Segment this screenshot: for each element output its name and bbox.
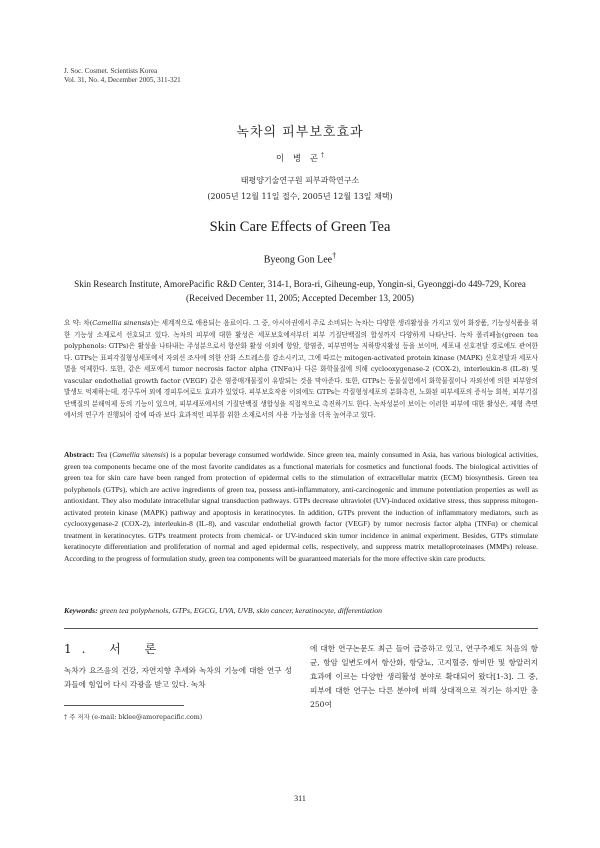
journal-volume: Vol. 31, No. 4, December 2005, 311-321: [64, 76, 181, 84]
keywords: [64, 606, 538, 615]
korean-affiliation: 태평양기술연구원 피부과학연구소: [240, 176, 360, 185]
korean-author: [0, 152, 600, 164]
english-abstract: [64, 449, 538, 564]
section-divider: [64, 628, 538, 629]
english-author-mark: †: [332, 251, 337, 260]
body-column-right: 에 대한 연구논문도 최근 들어 급증하고 있고, 연구주제도 처음의 항균, 항암 일변도에서 항산화, 항당뇨, 고지혈증, 항비만 및 항알러지 효과에 이르는 다양한 생리활성 분야로 확대되어 왔다[1-3]. 그 중, 피부에 대한 연구는 다른 분야에 비해 상대적으로 적기는 하지만 총 250여: [310, 644, 538, 709]
english-abstract-species: Camellia sinensis: [112, 450, 166, 459]
korean-author-mark: †: [321, 152, 325, 160]
korean-abstract-body: )는 세계적으로 애용되는 음료이다. 그 중, 아시아권에서 주로 소비되는 녹차는 다양한 생리활성을 가지고 있어 화장품, 기능성식품을 위한 기능성 소재로서 선호되고 있다. 녹차의 피부에 대한 활성은 세포보호에서부터 피부 기질단백질의 합성까지 다양하게 나타난다. 녹차 폴리페놀(green tea polyphenols: GTPs)은 활성을 나타내는 주성분으로서 항산화 활성 이외에 항암, 항염증, 피부면역능 저하방지활성 등을 보이며, 세포내 신호전달 경로에도 관여한다. GTPs는 표피각질형성세포에서 자외선 조사에 의한 산화 스트레스를 감소시키고, 그에 따르는 mitogen-activated protein kinase (MAPK) 신호전달과 세포사멸을 억제한다. 또한, 같은 세포에서 tumor necrosis factor alpha (TNFα)나 다른 화학물질에 의해 cyclooxygenase-2 (COX-2), interleukin-8 (IL-8) 및 vascular endothelial growth factor (VEGF) 같은 염증매개물질이 유발되는 것을 막아준다. 또한, GTPs는 동물실험에서 화학물질이나 자외선에 의한 피부암의 발생도 억제하는데, 경구투여 외에 경피투여로도 효과가 있었다. 피부보호작용 이외에도 GTPs는 각질형성세포의 분화촉진, 노화된 피부세포의 증식능 회복, 피부기질단백질의 분해억제 등의 기능이 있으며, 피부세포에서의 기질단백질 생합성을 직접적으로 촉진하기도 한다. 녹차성분이 보이는 이러한 피부에 대한 활성은, 제형 측면에서의 연구가 진행되어 감에 따라 보다 효과적인 피부를 위한 소재로서의 사용 가능성을 더욱 높여주고 있다.: [64, 319, 538, 419]
footnote: † 주 저자 (e-mail: bklee@amorepacific.com): [64, 713, 203, 721]
english-title: Skin Care Effects of Green Tea: [209, 219, 391, 235]
korean-abstract-start: 요 약: 차(: [64, 319, 93, 327]
keywords-label: Keywords:: [64, 606, 98, 615]
english-author-name: Byeong Gon Lee: [263, 254, 333, 266]
journal-header: [64, 67, 181, 85]
footnote-divider: [64, 705, 184, 706]
korean-abstract: [64, 318, 538, 422]
journal-name: J. Soc. Cosmet. Scientists Korea: [64, 67, 158, 75]
english-author: [0, 251, 600, 265]
body-column-left: 녹차가 요즈음의 건강, 자연지향 추세와 녹차의 기능에 대한 연구 성과들에 힘입어 다시 각광을 받고 있다. 녹차: [64, 666, 292, 689]
korean-dates: (2005년 12월 11일 접수, 2005년 12월 13일 채택): [207, 192, 393, 201]
english-abstract-body: ) is a popular beverage consumed worldwide. Since green tea, mainly consumed in Asia, has various biological activities, green tea components became one of the most favorite candidates as a functional materials for cosmetics and functional foods. The biological activities of green tea for skin care have been ranged from protection of epidermal cells to the stimulation of extracellular matrix (ECM) biosynthesis. Green tea polyphenols (GTPs), which are active ingredients of green tea, possess anti-inflammatory, anti-carcinogenic and immune potentiation properties as well as antioxidant. They also modulate intracellular signal transduction pathways. GTPs decrease ultraviolet (UV)-induced oxidative stress, thus suppress mitogen-activated protein kinase (MAPK) pathway and apoptosis in keratinocytes. In addition, GTPs prevent the induction of inflammatory mediators, such as cyclooxygenase-2 (COX-2), interleukin-8 (IL-8), and vascular endothelial growth factor (VEGF) by tumor necrosis factor alpha (TNFα) or chemical treatment in keratinocytes. GTPs treatment protects from chemical- or UV-induced skin tumor incidence in animal experiment. Besides, GTPs stimulate keratinocyte differentiation and proliferation of normal and aged epidermal cells, respectively, and suppress matrix metalloproteinases (MMPs) release. According to the progress of formulation study, green tea components will be guaranteed materials for the more effective skin care products.: [64, 450, 538, 563]
korean-title: 녹차의 피부보호효과: [236, 125, 364, 140]
page-number: 311: [294, 794, 306, 803]
abstract-label: Abstract:: [64, 450, 95, 459]
english-affiliation: Skin Research Institute, AmorePacific R&D Center, 314-1, Bora-ri, Giheung-eup, Yongin-si, Gyeonggi-do 449-729, Korea: [74, 279, 526, 289]
english-abstract-start: Tea (: [94, 450, 113, 459]
keywords-list: green tea polyphenols, GTPs, EGCG, UVA, UVB, skin cancer, keratinocyte, differentiation: [97, 606, 383, 615]
section-heading: 1. 서 론: [64, 642, 167, 656]
english-dates: (Received December 11, 2005; Accepted December 13, 2005): [186, 293, 414, 303]
korean-author-name: 이 병 곤: [275, 154, 322, 164]
korean-abstract-species: Camellia sinensis: [92, 319, 151, 327]
